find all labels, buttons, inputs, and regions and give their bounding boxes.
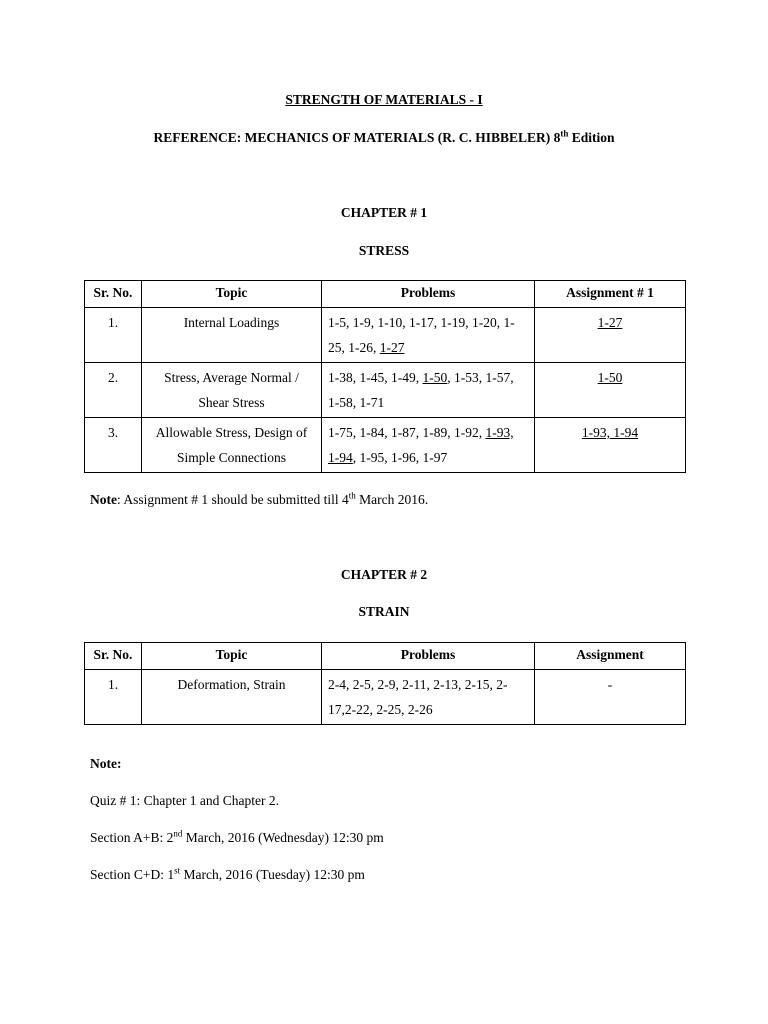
problems-underlined: 1-93, 1-94 xyxy=(328,425,514,465)
table-row xyxy=(85,418,686,473)
problems-text-rest: , 1-95, 1-96, 1-97 xyxy=(352,450,448,465)
cell-problems: 2-4, 2-5, 2-9, 2-11, 2-13, 2-15, 2-17,2-22, 2-25, 2-26 xyxy=(322,670,535,725)
table-header-row xyxy=(85,643,686,670)
section-ab-sup: nd xyxy=(173,828,183,839)
header-topic: Topic xyxy=(142,281,322,308)
reference-after: Edition xyxy=(568,130,615,145)
header-assignment: Assignment # 1 xyxy=(535,281,686,308)
header-problems: Problems xyxy=(322,281,535,308)
cell-sr: 1. xyxy=(85,308,142,363)
document-title: STRENGTH OF MATERIALS - I xyxy=(285,92,483,107)
section-cd-sup: st xyxy=(174,865,181,876)
table-row xyxy=(85,308,686,363)
problems-underlined: 1-27 xyxy=(379,340,405,355)
cell-problems xyxy=(322,363,535,418)
header-assignment: Assignment xyxy=(535,643,686,670)
problems-text-rest: , 1-53, 1-57, 1-58, 1-71 xyxy=(328,370,514,410)
cell-problems xyxy=(322,418,535,473)
section-ab-after: March, 2016 (Wednesday) 12:30 pm xyxy=(182,830,384,845)
reference-sup: th xyxy=(560,128,569,139)
table-row xyxy=(85,363,686,418)
cell-sr: 3. xyxy=(85,418,142,473)
chapter1-subheading: STRESS xyxy=(358,243,410,258)
header-problems: Problems xyxy=(322,643,535,670)
assignment-value: 1-50 xyxy=(597,370,623,385)
chapter2-subheading: STRAIN xyxy=(358,604,410,619)
cell-assignment xyxy=(535,363,686,418)
section-ab-text: Section A+B: 2 xyxy=(90,830,174,845)
section-cd-after: March, 2016 (Tuesday) 12:30 pm xyxy=(180,867,365,882)
cell-assignment xyxy=(535,418,686,473)
table-header-row xyxy=(85,281,686,308)
section-cd-line xyxy=(90,867,365,883)
section-cd-text: Section C+D: 1 xyxy=(90,867,175,882)
problems-text: 1-5, 1-9, 1-10, 1-17, 1-19, 1-20, 1-25, 1-26, xyxy=(328,315,515,355)
assignment-value: 1-93, 1-94 xyxy=(581,425,639,440)
header-topic: Topic xyxy=(142,643,322,670)
cell-assignment xyxy=(535,308,686,363)
cell-topic: Deformation, Strain xyxy=(142,670,322,725)
chapter2-heading: CHAPTER # 2 xyxy=(340,567,428,582)
cell-topic: Allowable Stress, Design of Simple Connections xyxy=(142,418,322,473)
reference-line xyxy=(0,130,768,146)
quiz-note-label: Note: xyxy=(90,756,122,771)
note-label: Note xyxy=(90,492,117,507)
table-row xyxy=(85,670,686,725)
chapter1-heading: CHAPTER # 1 xyxy=(340,205,428,220)
header-sr-no: Sr. No. xyxy=(85,643,142,670)
cell-sr: 1. xyxy=(85,670,142,725)
note-after: March 2016. xyxy=(355,492,429,507)
cell-sr: 2. xyxy=(85,363,142,418)
reference-text: REFERENCE: MECHANICS OF MATERIALS (R. C. HIBBELER) 8 xyxy=(153,130,561,145)
cell-problems xyxy=(322,308,535,363)
section-ab-line xyxy=(90,830,384,846)
chapter2-table xyxy=(84,642,686,725)
header-sr-no: Sr. No. xyxy=(85,281,142,308)
quiz-line: Quiz # 1: Chapter 1 and Chapter 2. xyxy=(90,793,279,808)
chapter1-table xyxy=(84,280,686,473)
assignment-note xyxy=(90,492,428,508)
assignment-value: 1-27 xyxy=(597,315,623,330)
cell-topic: Internal Loadings xyxy=(142,308,322,363)
problems-text: 1-75, 1-84, 1-87, 1-89, 1-92, xyxy=(328,425,486,440)
cell-assignment: - xyxy=(535,670,686,725)
cell-topic: Stress, Average Normal / Shear Stress xyxy=(142,363,322,418)
problems-underlined: 1-50 xyxy=(422,370,448,385)
note-sup: th xyxy=(348,490,356,501)
note-text: : Assignment # 1 should be submitted till 4 xyxy=(117,492,349,507)
problems-text: 1-38, 1-45, 1-49, xyxy=(328,370,423,385)
